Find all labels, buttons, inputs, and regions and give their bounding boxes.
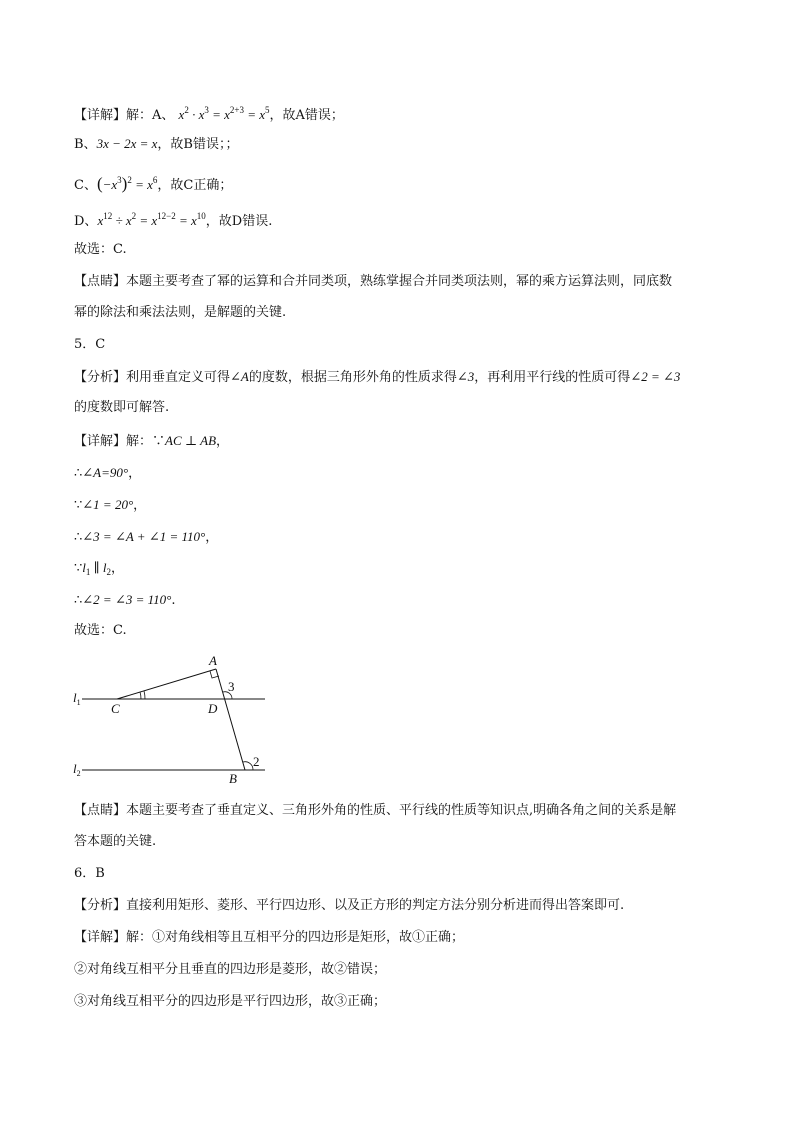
detail-text: 解：①对角线相等且互相平分的四边形是矩形，故①正确； xyxy=(126,930,465,945)
q5-step-5 xyxy=(74,591,734,610)
angle-a: ∠A xyxy=(230,369,249,384)
detail-tag: 【详解】 xyxy=(74,434,127,449)
angle-1-arc-outer xyxy=(144,691,145,699)
analysis-text: 直接利用矩形、菱形、平行四边形、以及正方形的判定方法分别分析进而得出答案即可. xyxy=(126,898,625,913)
parallel-expr: $l_1$ ∥ $l_2$ xyxy=(82,560,112,577)
label-b: B xyxy=(229,771,237,786)
analysis-tag: 【分析】 xyxy=(74,898,127,913)
step-symbol: ∴ xyxy=(74,593,83,608)
comment-tag: 【点睛】 xyxy=(74,803,127,818)
q5-detail-line xyxy=(74,432,734,451)
q5-comment-line-2: 答本题的关键. xyxy=(74,834,157,849)
label-d: D xyxy=(208,701,218,716)
formula-a: $x^2 \cdot x^3 = x^{2+3} = x^5$ xyxy=(178,105,270,122)
analysis-part3: ，再利用平行线的性质可得 xyxy=(474,370,631,385)
step-suffix: ， xyxy=(128,466,142,481)
detail-tag: 【详解】 xyxy=(74,108,127,123)
q5-analysis-line-1 xyxy=(74,368,734,387)
option-b-suffix: ，故B错误；； xyxy=(157,137,239,152)
q5-step-4 xyxy=(74,559,734,581)
detail-suffix: ，故A错误； xyxy=(269,108,344,123)
angle-equation: ∠2 = ∠3 xyxy=(630,369,681,384)
q4-detail-line xyxy=(74,101,734,125)
step-suffix: ， xyxy=(133,498,147,513)
option-c-prefix: C、 xyxy=(74,178,97,193)
option-c-suffix: ，故C正确； xyxy=(157,178,233,193)
detail-tag: 【详解】 xyxy=(74,930,127,945)
q6-item-2: ②对角线互相平分且垂直的四边形是菱形，故②错误； xyxy=(74,962,387,977)
step-suffix: . xyxy=(171,593,176,608)
option-b-prefix: B、 xyxy=(74,137,97,152)
formula-d: $x^{12} \div x^2 = x^{12-2} = x^{10}$ xyxy=(97,211,206,228)
q4-option-d-line xyxy=(74,207,734,231)
q6-item-3: ③对角线互相平分的四边形是平行四边形，故③正确； xyxy=(74,994,387,1009)
label-a: A xyxy=(209,653,217,668)
q5-step-1 xyxy=(74,464,734,483)
formula-b: 3x − 2x = x xyxy=(96,136,158,151)
step-symbol: ∴ xyxy=(74,466,83,481)
label-3: 3 xyxy=(228,679,235,694)
segment-ca xyxy=(117,669,216,699)
step-expr: ∠1 = 20° xyxy=(82,497,134,512)
label-2: 2 xyxy=(253,754,260,769)
q6-number: 6．B xyxy=(74,866,105,881)
q4-comment-line-2: 幂的除法和乘法法则，是解题的关键. xyxy=(74,305,287,320)
step-symbol: ∴ xyxy=(74,530,83,545)
geometry-figure xyxy=(60,650,290,790)
step-symbol: ∵ xyxy=(74,561,83,576)
analysis-part1: 利用垂直定义可得 xyxy=(126,370,231,385)
angle-3: ∠3 xyxy=(456,369,475,384)
detail-prefix: 解：∵ xyxy=(126,434,166,449)
step-expr: ∠3 = ∠A + ∠1 = 110° xyxy=(82,529,206,544)
q6-detail-line xyxy=(74,929,734,947)
label-c: C xyxy=(111,701,120,716)
q5-comment-line-1 xyxy=(74,802,734,820)
comment-tag: 【点睛】 xyxy=(74,274,127,289)
option-d-prefix: D、 xyxy=(74,214,98,229)
step-suffix: ， xyxy=(111,561,125,576)
q5-step-2 xyxy=(74,496,734,515)
detail-prefix: 解：A、 xyxy=(126,108,175,123)
q5-number: 5．C xyxy=(74,337,106,352)
q4-option-c-line xyxy=(74,171,734,195)
comment-text: 本题主要考查了幂的运算和合并同类项，熟练掌握合并同类项法则，幂的乘方运算法则，同底数 xyxy=(126,274,673,289)
perpendicular-expr: AC ⊥ AB xyxy=(165,433,217,448)
q4-answer: 故选：C. xyxy=(74,242,127,257)
q5-step-3 xyxy=(74,528,734,547)
detail-suffix: ， xyxy=(216,434,230,449)
q6-analysis-line xyxy=(74,897,734,915)
analysis-tag: 【分析】 xyxy=(74,370,127,385)
label-l2: $l_2$ xyxy=(73,761,81,778)
option-d-suffix: ，故D错误. xyxy=(205,214,273,229)
step-expr: ∠2 = ∠3 = 110° xyxy=(82,592,172,607)
angle-1-arc-inner xyxy=(140,692,141,699)
step-suffix: ， xyxy=(205,530,219,545)
comment-text: 本题主要考查了垂直定义、三角形外角的性质、平行线的性质等知识点,明确各角之间的关系是解 xyxy=(126,803,677,818)
step-symbol: ∵ xyxy=(74,498,83,513)
formula-c: $(-x^3)^2 = x^6$ xyxy=(96,174,158,193)
q5-analysis-line-2: 的度数即可解答. xyxy=(74,400,170,415)
q4-comment-line-1 xyxy=(74,273,734,291)
q4-option-b-line xyxy=(74,135,734,154)
step-expr: ∠A=90° xyxy=(82,465,129,480)
label-l1: $l_1$ xyxy=(73,690,81,707)
analysis-part2: 的度数，根据三角形外角的性质求得 xyxy=(248,370,457,385)
q5-answer: 故选：C. xyxy=(74,623,127,638)
